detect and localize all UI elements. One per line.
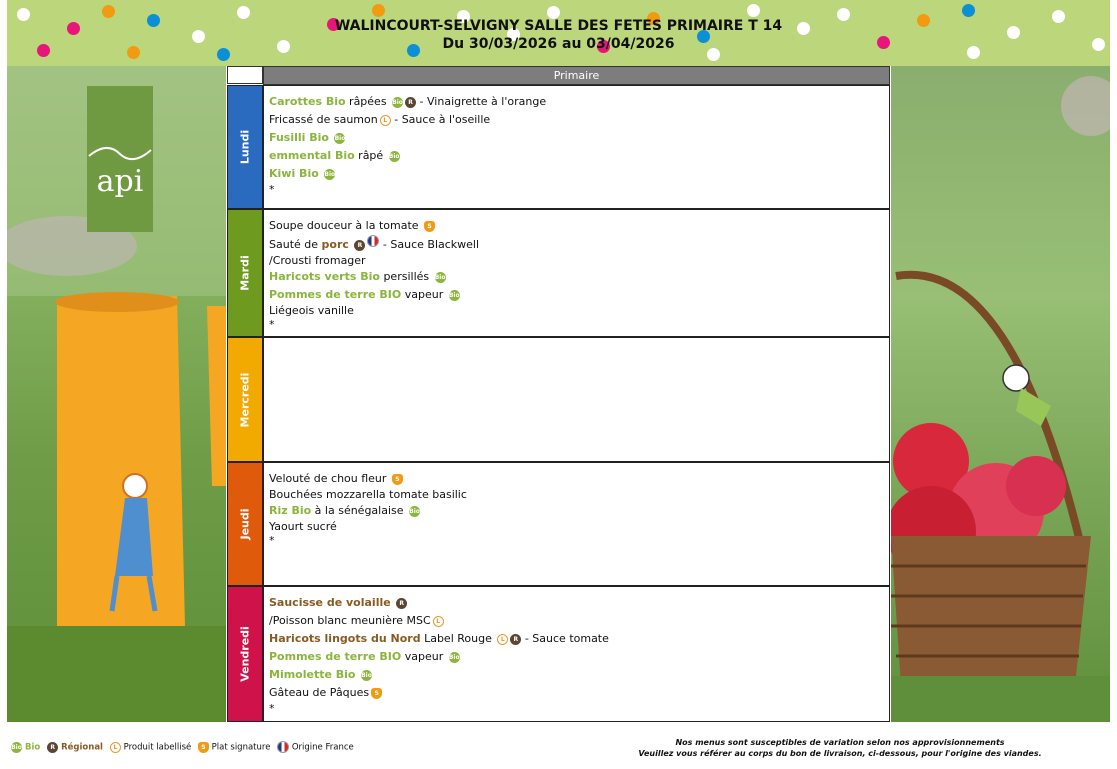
apple-basket-illustration <box>891 66 1110 722</box>
dish-text: * <box>269 318 275 331</box>
dish-name-bio: Haricots verts Bio <box>269 270 380 283</box>
day-label-jeudi <box>227 462 263 586</box>
left-photo <box>7 66 226 722</box>
dish-name-bio: Fusilli Bio <box>269 131 329 144</box>
dish-name-bio: Kiwi Bio <box>269 167 319 180</box>
dish-text: - Sauce à l'oseille <box>390 113 491 126</box>
legend-label: Bio <box>22 742 44 752</box>
dish-name-regional: porc <box>321 238 349 251</box>
label-icon: L <box>380 115 391 126</box>
dish-name-bio: Carottes Bio <box>269 95 346 108</box>
day-label-mardi <box>227 209 263 337</box>
dish-name-regional: Saucisse de volaille <box>269 596 391 609</box>
regional-icon: R <box>510 634 521 645</box>
dish-text <box>349 238 353 251</box>
dish-text: /Poisson blanc meunière MSC <box>269 614 431 627</box>
menu-cell-lundi <box>263 85 890 209</box>
menu-item <box>269 612 889 630</box>
menu-item <box>269 217 889 235</box>
day-label-mercredi <box>227 337 263 462</box>
dish-text: * <box>269 183 275 196</box>
dish-name-regional: Haricots lingots du Nord <box>269 632 421 645</box>
confetti-dot <box>372 4 385 17</box>
menu-item <box>269 666 889 684</box>
dish-text <box>356 668 360 681</box>
menu-item <box>269 630 889 648</box>
day-label-lundi <box>227 85 263 209</box>
menu-cell-mercredi <box>263 337 890 462</box>
bio-icon: Bio <box>434 274 446 281</box>
legend <box>9 741 356 753</box>
regional-icon: R <box>396 598 407 609</box>
disclaimer-line-2: Veuillez vous référer au corps du bon de livraison, ci-dessous, pour l'origine des viandes. <box>638 749 1042 758</box>
menu-table <box>227 66 890 722</box>
menu-item <box>269 183 889 197</box>
dish-text <box>319 167 323 180</box>
bio-icon: Bio <box>361 672 372 679</box>
dish-text: râpé <box>354 149 387 162</box>
disclaimer-line-1: Nos menus sont susceptibles de variation selon nos approvisionnements <box>675 738 1005 747</box>
confetti-dot <box>747 4 760 17</box>
menu-item <box>269 147 889 165</box>
dish-text: * <box>269 702 275 715</box>
legend-item <box>196 743 273 753</box>
day-name: Vendredi <box>238 626 252 682</box>
dish-text: râpées <box>345 95 391 108</box>
legend-label: Régional <box>58 742 106 752</box>
dish-name-bio: Riz Bio <box>269 504 312 517</box>
menu-item <box>269 93 889 111</box>
dish-text <box>329 131 333 144</box>
signature-icon: S <box>424 221 435 232</box>
menu-item <box>269 129 889 147</box>
legend-label: Origine France <box>289 742 354 752</box>
menu-item <box>269 648 889 666</box>
dish-name-bio: emmental Bio <box>269 149 355 162</box>
column-header: Primaire <box>263 66 890 85</box>
day-name: Lundi <box>238 129 252 165</box>
day-name: Jeudi <box>238 508 252 540</box>
dish-text: Yaourt sucré <box>269 520 337 533</box>
regional-icon: R <box>405 97 416 108</box>
regional-icon: R <box>354 240 365 251</box>
table-corner <box>227 66 263 84</box>
menu-item <box>269 235 889 254</box>
bio-icon: Bio <box>324 171 336 178</box>
legend-label: Plat signature <box>208 742 274 752</box>
dish-text: - Sauce Blackwell <box>379 238 480 251</box>
day-label-vendredi <box>227 586 263 722</box>
dish-text: Soupe douceur à la tomate <box>269 219 423 232</box>
legend-item <box>108 743 194 753</box>
dish-text: * <box>269 534 275 547</box>
bio-icon: Bio <box>334 135 346 142</box>
header-banner <box>7 0 1110 66</box>
france-icon <box>367 235 379 247</box>
dish-name-bio: Pommes de terre BIO <box>269 288 402 301</box>
menu-item <box>269 470 889 488</box>
menu-item <box>269 286 889 304</box>
label-icon: L <box>497 634 508 645</box>
menu-cell-jeudi <box>263 462 890 586</box>
title-block <box>7 17 1110 53</box>
dish-text: persillés <box>379 270 433 283</box>
day-name: Mardi <box>238 255 252 291</box>
dish-text: à la sénégalaise <box>311 504 408 517</box>
dish-text: Label Rouge <box>420 632 496 645</box>
dish-text: - Sauce tomate <box>521 632 609 645</box>
dish-name-bio: Pommes de terre BIO <box>269 650 402 663</box>
dish-text: Velouté de chou fleur <box>269 472 390 485</box>
dish-text: /Crousti fromager <box>269 254 366 267</box>
legend-item <box>45 743 106 753</box>
menu-item <box>269 488 889 502</box>
signature-icon: S <box>392 474 403 485</box>
label-icon: L <box>433 616 444 627</box>
signature-icon: S <box>198 742 209 753</box>
signature-icon: S <box>371 688 382 699</box>
menu-item <box>269 304 889 318</box>
label-icon: L <box>110 742 121 753</box>
dish-name-bio: Mimolette Bio <box>269 668 356 681</box>
bio-icon: Bio <box>409 508 420 515</box>
regional-icon: R <box>47 742 58 753</box>
menu-item <box>269 318 889 332</box>
dish-text: Bouchées mozzarella tomate basilic <box>269 488 467 501</box>
bio-icon: Bio <box>448 654 460 661</box>
dish-text: - Vinaigrette à l'orange <box>416 95 547 108</box>
legend-label: Produit labellisé <box>120 742 194 752</box>
menu-cell-vendredi <box>263 586 890 722</box>
bio-icon: Bio <box>388 153 400 160</box>
dish-text <box>391 596 395 609</box>
menu-item <box>269 520 889 534</box>
dish-text: vapeur <box>401 288 447 301</box>
bio-icon: Bio <box>11 743 22 751</box>
date-range: Du 30/03/2026 au 03/04/2026 <box>442 36 675 52</box>
menu-item <box>269 502 889 520</box>
menu-item <box>269 534 889 548</box>
dish-text: Liégeois vanille <box>269 304 354 317</box>
legend-item <box>9 743 43 753</box>
menu-item <box>269 165 889 183</box>
disclaimer-note <box>560 737 1117 759</box>
bio-icon: Bio <box>448 292 460 299</box>
menu-cell-mardi <box>263 209 890 337</box>
dish-text: Gâteau de Pâques <box>269 686 370 699</box>
api-logo-text: api <box>96 164 144 199</box>
menu-item <box>269 594 889 612</box>
confetti-dot <box>962 4 975 17</box>
menu-item <box>269 684 889 702</box>
dish-text: Sauté de <box>269 238 322 251</box>
dish-text: vapeur <box>401 650 447 663</box>
menu-item <box>269 268 889 286</box>
menu-item <box>269 702 889 716</box>
dish-text: Fricassé de saumon <box>269 113 378 126</box>
menu-item <box>269 254 889 268</box>
menu-item <box>269 111 889 129</box>
api-logo <box>87 86 153 232</box>
france-icon <box>277 741 289 753</box>
right-photo <box>891 66 1110 722</box>
page-title: WALINCOURT-SELVIGNY SALLE DES FETES PRIMAIRE T 14 <box>334 18 783 34</box>
bio-icon: Bio <box>392 99 403 106</box>
day-name: Mercredi <box>238 372 252 427</box>
legend-item <box>275 743 354 753</box>
